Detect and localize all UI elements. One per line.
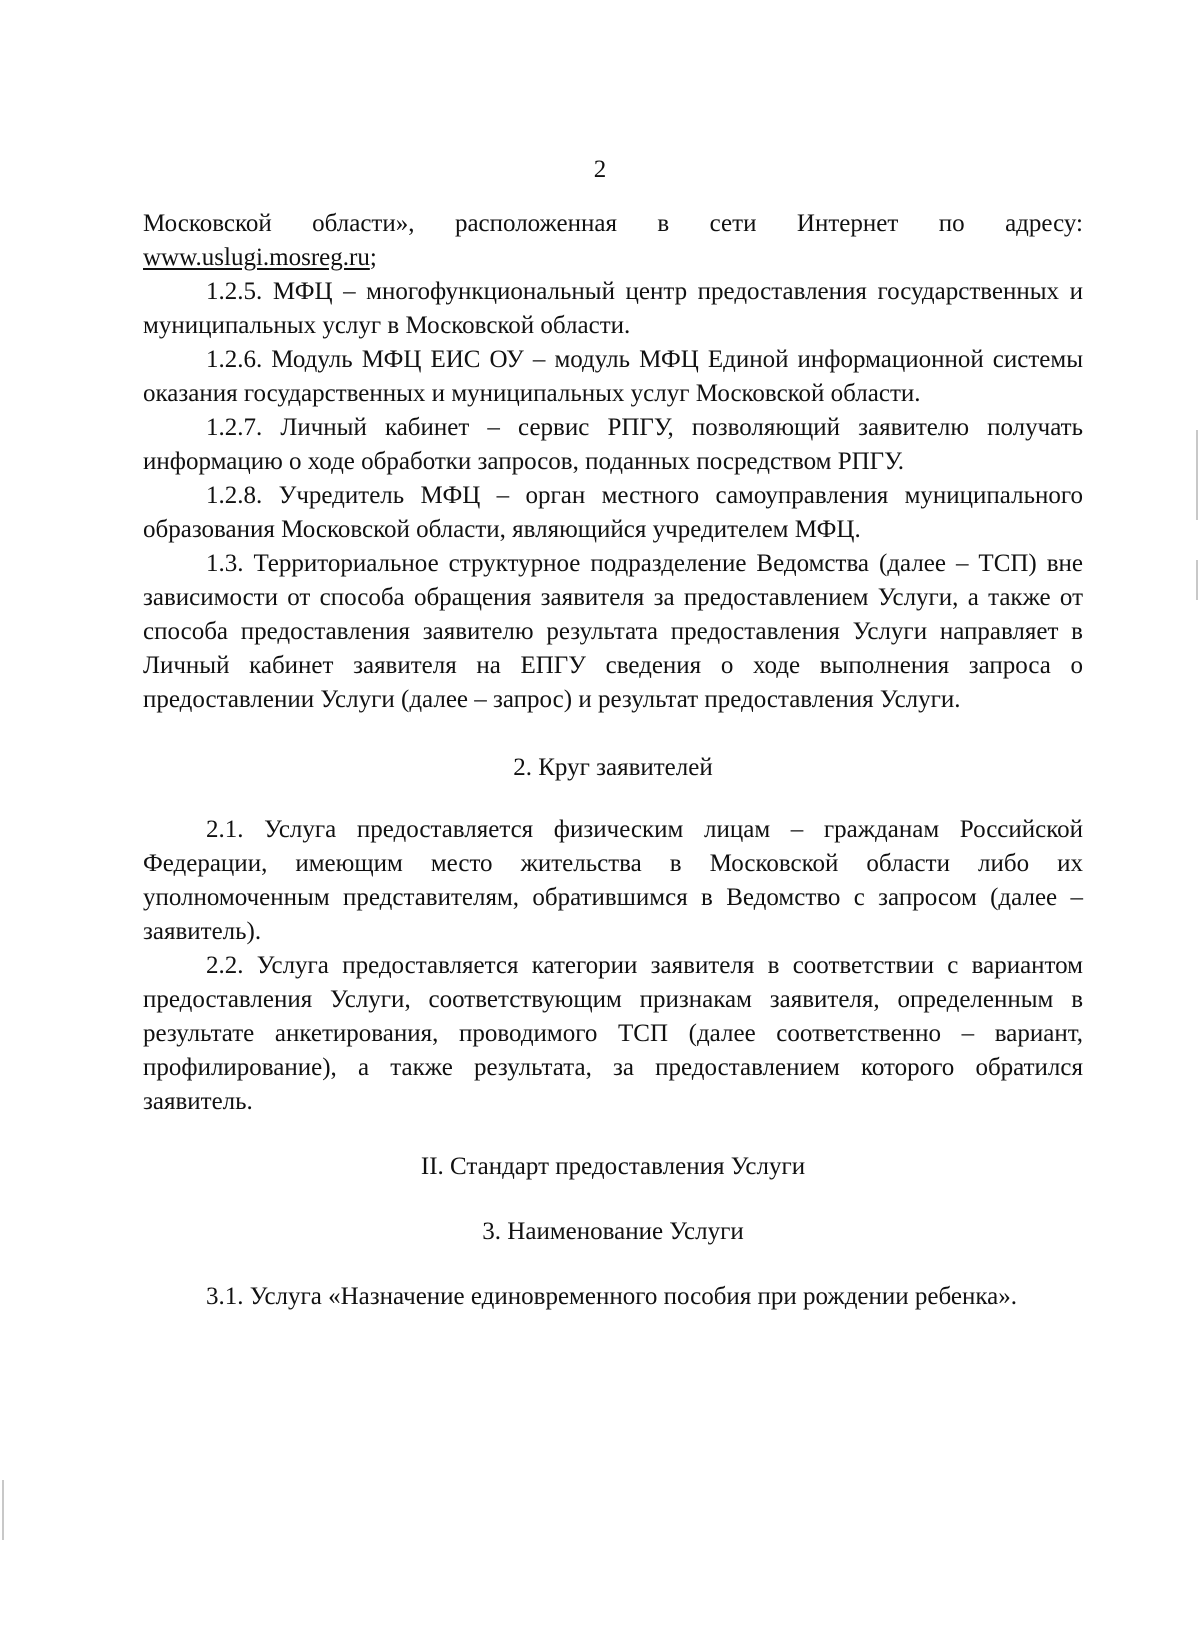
spacer xyxy=(143,785,1083,813)
paragraph-1-2-8: 1.2.8. Учредитель МФЦ – орган местного самоуправления муниципального образования Московской области, являющийся учредителем МФЦ. xyxy=(143,482,1083,543)
paragraph-2-1: 2.1. Услуга предоставляется физическим лицам – гражданам Российской Федерации, имеющим место жительства в Московской области либо их уполномоченным представителям, обратившимся в Ведомство с запросом (далее – заявитель). xyxy=(143,816,1083,945)
continuation-text: Московской области», расположенная в сети Интернет по адресу: xyxy=(143,210,1083,237)
paragraph-1-3: 1.3. Территориальное структурное подразделение Ведомства (далее – ТСП) вне зависимости от способа обращения заявителя за предоставлением Услуги, а также от способа предоставления заявителю результата предоставления Услуги направляет в Личный кабинет заявителя на ЕПГУ сведения о ходе выполнения запроса о предоставлении Услуги (далее – запрос) и результат предоставления Услуги. xyxy=(143,550,1083,713)
scan-edge-mark xyxy=(2,1480,4,1540)
website-line-tail: ; xyxy=(369,244,377,271)
scan-edge-mark xyxy=(1196,560,1198,600)
page-number: 2 xyxy=(593,156,607,183)
paragraph-2-2: 2.2. Услуга предоставляется категории заявителя в соответствии с вариантом предоставления Услуги, соответствующим признакам заявителя, определенным в результате анкетирования, проводимого ТСП (далее соответственно – вариант, профилирование), а также результата, за предоставлением которого обратился заявитель. xyxy=(143,952,1083,1115)
website-line xyxy=(143,241,1083,275)
paragraph-1-2-6: 1.2.6. Модуль МФЦ ЕИС ОУ – модуль МФЦ Единой информационной системы оказания государственных и муниципальных услуг Московской области. xyxy=(143,346,1083,407)
paragraph-1-2-7: 1.2.7. Личный кабинет – сервис РПГУ, позволяющий заявителю получать информацию о ходе обработки запросов, поданных посредством РПГУ. xyxy=(143,414,1083,475)
scan-edge-mark xyxy=(1196,430,1198,520)
part-2-heading: II. Стандарт предоставления Услуги xyxy=(420,1153,806,1180)
section-2-heading: 2. Круг заявителей xyxy=(513,754,713,781)
spacer xyxy=(143,1249,1083,1280)
continuation-line xyxy=(143,207,1083,241)
spacer xyxy=(143,1184,1083,1215)
document-body xyxy=(143,207,1083,1314)
paragraph-3-1: 3.1. Услуга «Назначение единовременного пособия при рождении ребенка». xyxy=(206,1283,1017,1310)
spacer xyxy=(143,717,1083,751)
spacer xyxy=(143,1119,1083,1150)
section-3-heading: 3. Наименование Услуги xyxy=(482,1218,744,1245)
website-link[interactable]: www.uslugi.mosreg.ru xyxy=(143,244,370,271)
paragraph-1-2-5: 1.2.5. МФЦ – многофункциональный центр предоставления государственных и муниципальных услуг в Московской области. xyxy=(143,278,1083,339)
